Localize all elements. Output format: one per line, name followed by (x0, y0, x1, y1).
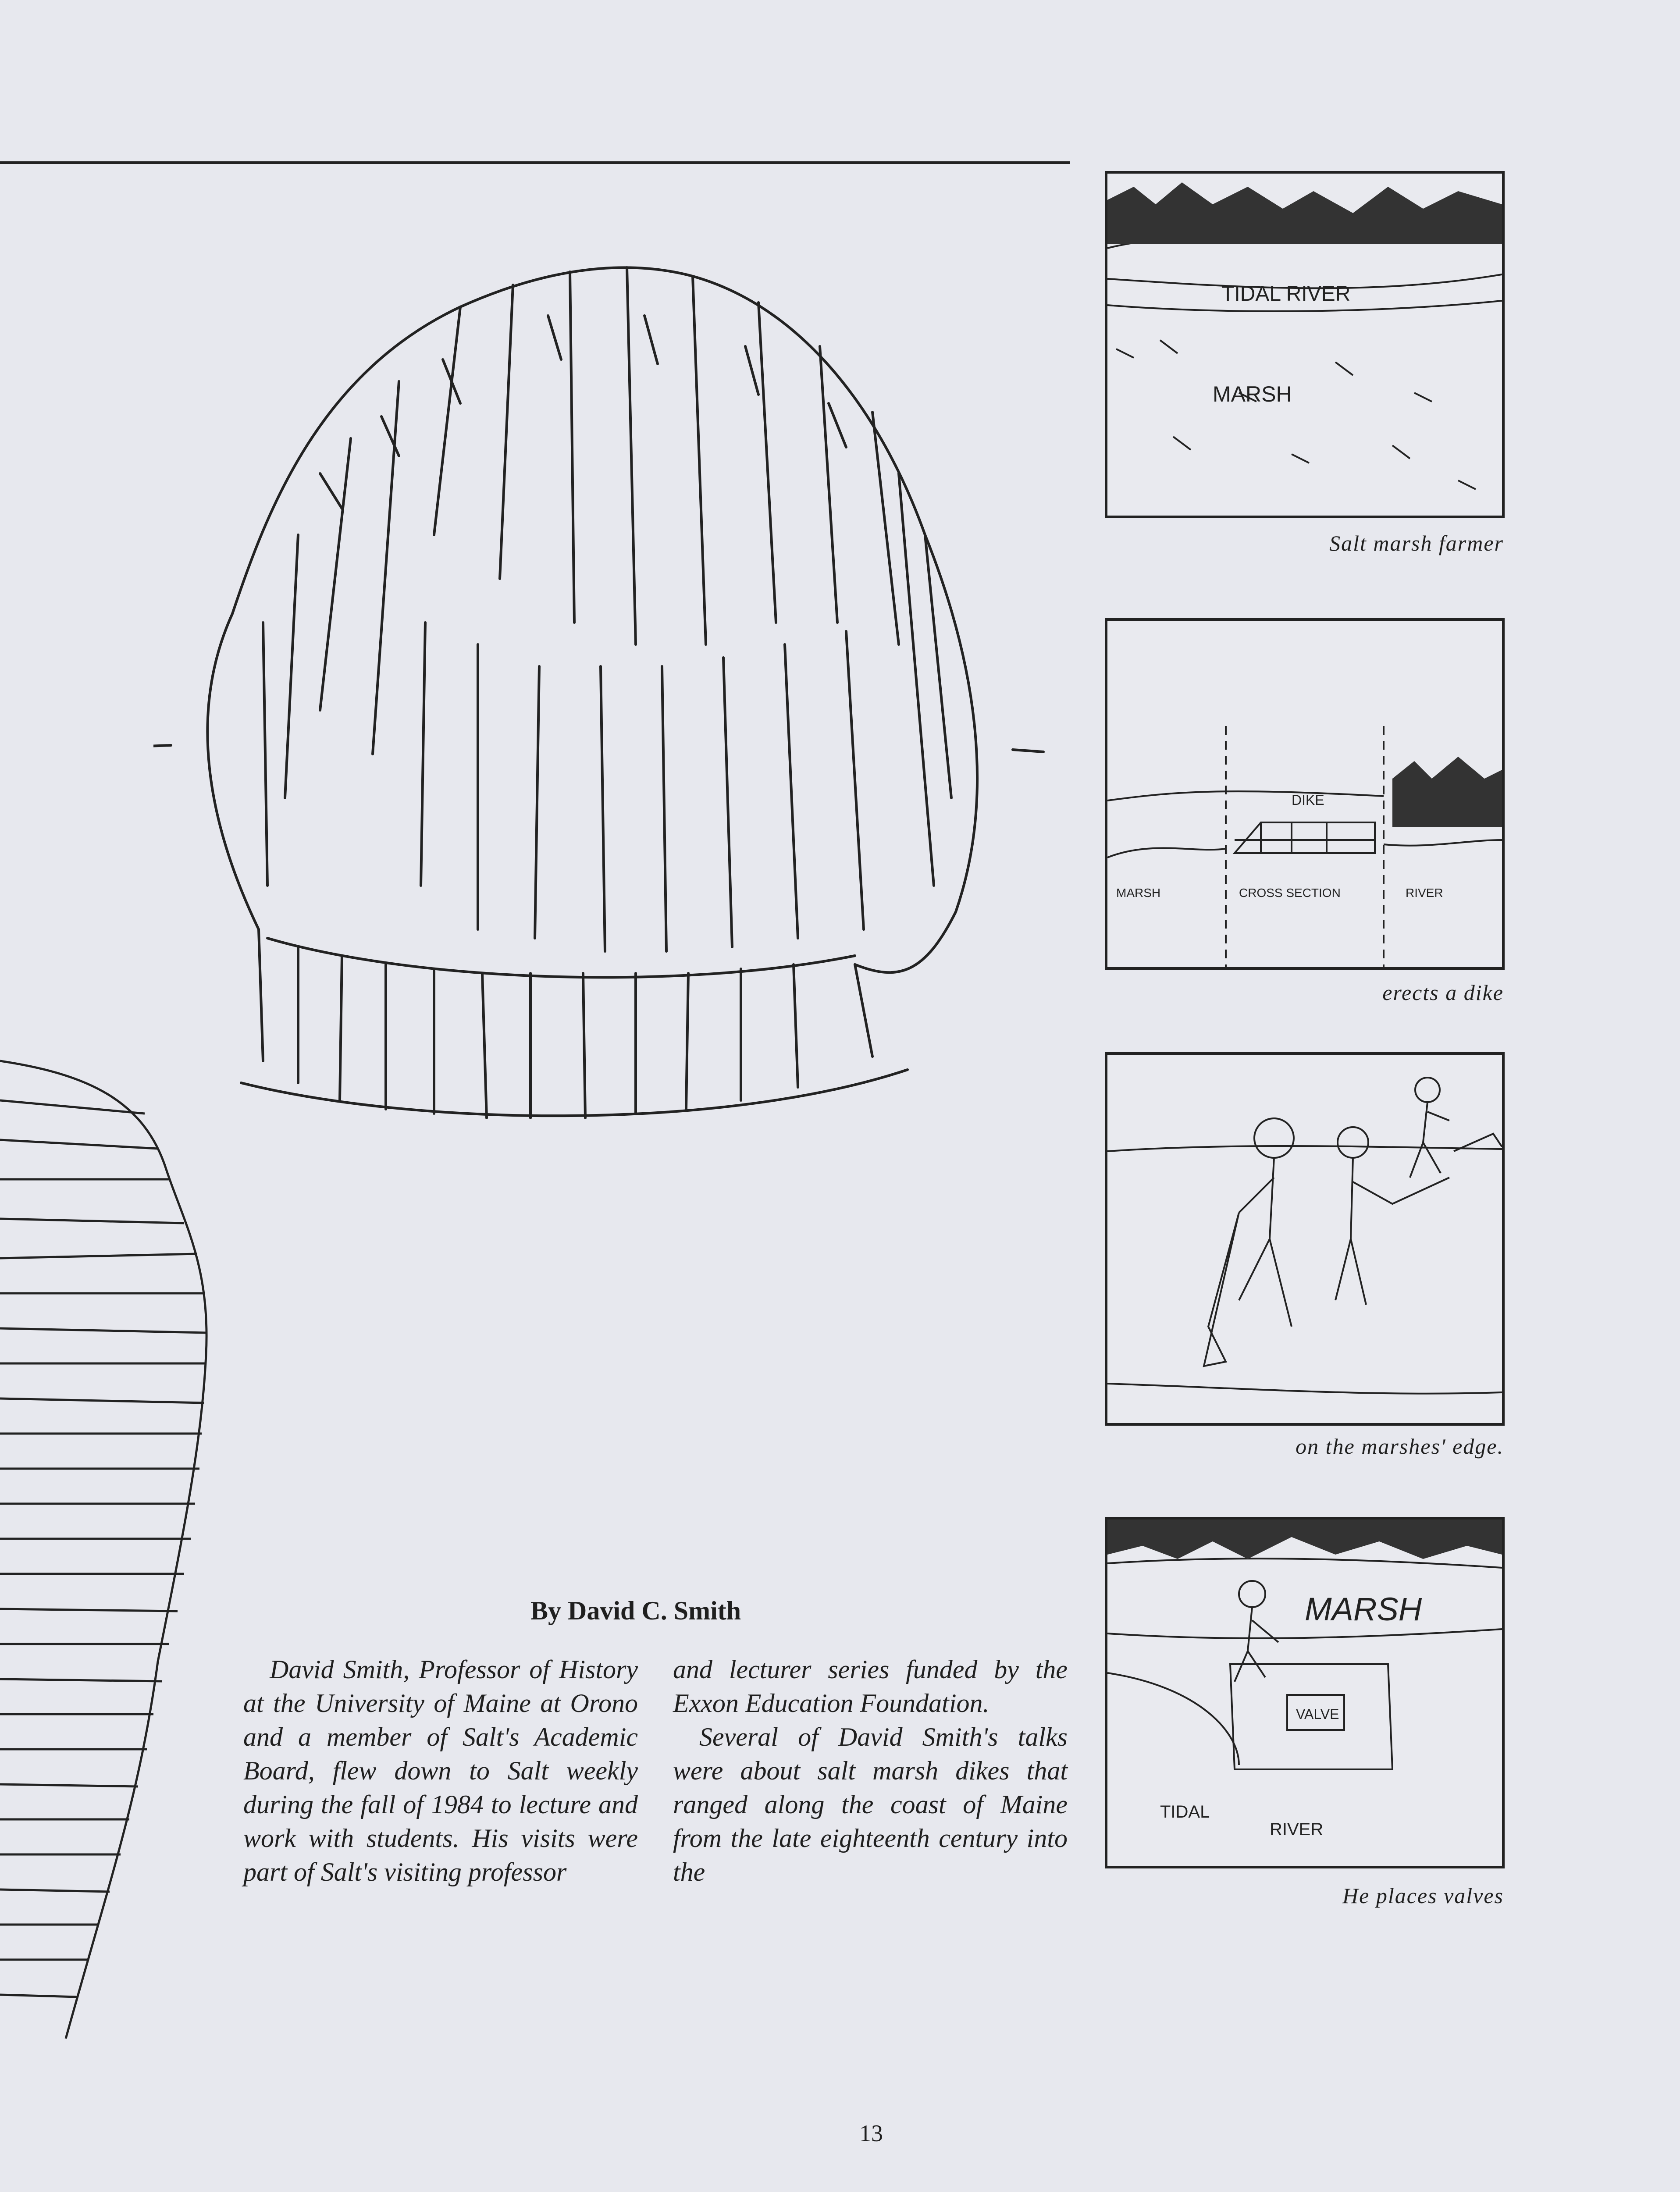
illustration-panel-valve (1105, 1517, 1505, 1868)
valve-label: VALVE (1296, 1706, 1339, 1722)
page-number: 13 (859, 2120, 883, 2146)
river-label: RIVER (1406, 886, 1443, 900)
illustration-panel-tidal-marsh (1105, 171, 1505, 518)
illustration-panel-workers-digging (1105, 1052, 1505, 1426)
marsh-small-label: MARSH (1116, 886, 1161, 900)
article-paragraph: Several of David Smith's talks were about salt marsh dikes that ranged along the coast of Maine from the late eighteenth century into the (673, 1722, 1068, 1886)
byline: By David C. Smith (530, 1596, 741, 1625)
river-bottom-label: RIVER (1270, 1820, 1324, 1839)
marsh-label: MARSH (1213, 382, 1292, 406)
caption-erects-a-dike: erects a dike (1382, 980, 1504, 1005)
article-column-2 (673, 1653, 1068, 1889)
article-paragraph: and lecturer series funded by the Exxon Education Foundation. (673, 1655, 1068, 1718)
haystack-illustration (153, 228, 1065, 1184)
article-column-1 (243, 1653, 638, 1889)
article-paragraph: David Smith, Professor of History at the University of Maine at Orono and a member of Salt's Academic Board, flew down to Salt weekly during the fall of 1984 to lecture and work with students. His visits were part of Salt's visiting professor (243, 1655, 638, 1886)
caption-marshes-edge: on the marshes' edge. (1296, 1434, 1504, 1459)
tidal-label: TIDAL (1160, 1802, 1210, 1822)
stack-edge-illustration (0, 1048, 246, 2056)
caption-places-valves: He places valves (1342, 1883, 1504, 1908)
top-rule (0, 161, 1070, 164)
marsh-large-label: MARSH (1305, 1591, 1422, 1627)
caption-salt-marsh-farmer: Salt marsh farmer (1329, 531, 1504, 555)
tidal-river-label: TIDAL RIVER (1221, 282, 1351, 306)
illustration-panel-dike-cross-section (1105, 618, 1505, 970)
cross-section-label: CROSS SECTION (1239, 886, 1341, 900)
dike-label: DIKE (1292, 792, 1324, 808)
